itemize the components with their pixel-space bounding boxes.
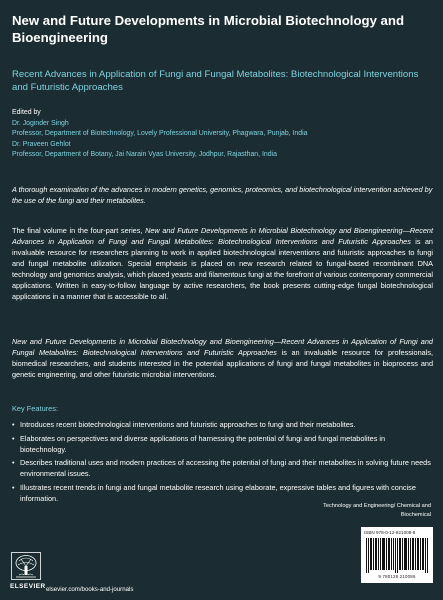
publisher-website: elsevier.com/books-and-journals xyxy=(46,586,134,593)
subject-category: Technology and Engineering/ Chemical and Biochemical xyxy=(323,503,431,518)
key-features-list xyxy=(12,419,432,506)
editor-name: Dr. Joginder Singh xyxy=(12,119,69,127)
key-feature-item xyxy=(12,433,432,455)
book-title-italic: New and Future Developments in Microbial Biotechnology and Bioengineering—Recent Advances in Application of Fungi and Fungal Metabolites: Biotechnological Interventions and Futuristic Approaches xyxy=(12,337,433,357)
bullet-icon: • xyxy=(12,458,15,467)
volume-subtitle: Recent Advances in Application of Fungi and Fungal Metabolites: Biotechnological Interventions and Futuristic Approaches xyxy=(12,69,419,93)
paragraph-text: is an invaluable resource for researchers planning to work in applied biotechnological interventions and futuristic approaches to fungi and fungal metabolite utilization. Special emphasis is placed on new research related to fungal-based recombinant DNA technology and genomics analysis, which placed yeasts and filamentous fungi at the forefront of various contemporary commercial applications. Written in easy-to-follow language by active researchers, the book presents cutting-edge fungal biotechnological applications in a manner that is accessible to all. xyxy=(12,237,434,301)
key-feature-item xyxy=(12,482,432,504)
key-feature-item xyxy=(12,419,432,430)
barcode-digits: 9 780128 210086 xyxy=(378,574,416,579)
key-feature-text: Elaborates on perspectives and diverse applications of harnessing the potential of fungi and fungal metabolites in biotechnology. xyxy=(20,433,386,454)
series-title: New and Future Developments in Microbial Biotechnology and Bioengineering xyxy=(12,13,405,45)
isbn-barcode xyxy=(361,527,433,583)
key-feature-text: Introduces recent biotechnological interventions and futuristic approaches to fungi and their metabolites. xyxy=(20,420,356,429)
description-paragraph-2 xyxy=(12,336,433,380)
paragraph-text: is an invaluable resource for professionals, biomedical researchers, and students interested in the potential applications of fungi and fungal metabolites in bioprocess and genetic engineering, and other futuristic microbial interventions. xyxy=(12,348,433,379)
bullet-icon: • xyxy=(12,482,15,492)
intro-statement: A thorough examination of the advances in modern genetics, genomics, proteomics, and biotechnological intervention achieved by the use of the fungi and their metabolites. xyxy=(12,185,433,205)
publisher-name: ELSEVIER xyxy=(10,583,46,590)
editor-affiliation: Professor, Department of Biotechnology, Lovely Professional University, Phagwara, Punjab, India xyxy=(12,130,308,137)
key-feature-text: Describes traditional uses and modern practices of accessing the potential of fungi and their metabolites in solving future needs environmental issues. xyxy=(20,458,431,478)
editors-block xyxy=(12,108,437,161)
editors-label: Edited by xyxy=(12,109,41,116)
isbn-number: ISBN 978-0-12-821008-6 xyxy=(364,530,416,535)
book-title-italic: New and Future Developments in Microbial Biotechnology and Bioengineering—Recent Advances in Application of Fungi and Fungal Metabolites: Biotechnological Interventions and Futuristic Approaches xyxy=(12,226,433,246)
key-feature-item xyxy=(12,457,432,479)
barcode-icon xyxy=(365,538,429,573)
description-paragraph-1 xyxy=(12,225,433,302)
bullet-icon: • xyxy=(12,433,15,443)
editor-affiliation: Professor, Department of Botany, Jai Narain Vyas University, Jodhpur, Rajasthan, India xyxy=(12,151,277,158)
bullet-icon: • xyxy=(12,420,15,429)
paragraph-text: The final volume in the four-part series, xyxy=(12,226,146,235)
editor-name: Dr. Praveen Gehlot xyxy=(12,140,71,148)
key-features-title: Key Features: xyxy=(12,404,59,413)
elsevier-tree-logo xyxy=(11,552,41,580)
key-feature-text: Illustrates recent trends in fungi and fungal metabolite research using elaborate, expressive tables and figures with concise information. xyxy=(20,482,416,503)
